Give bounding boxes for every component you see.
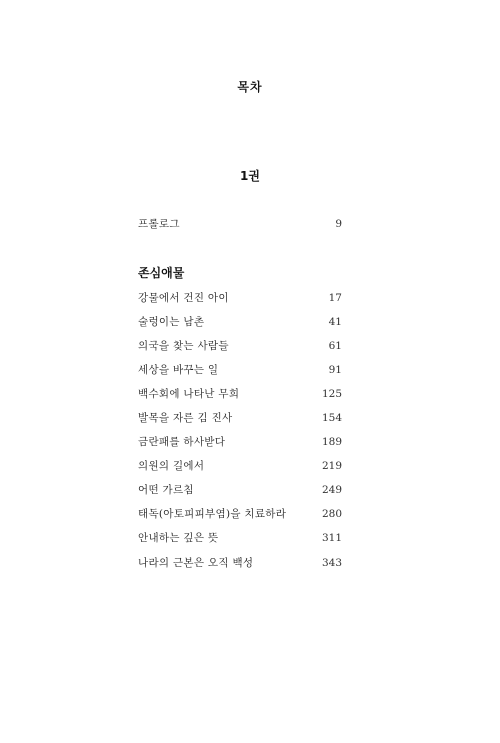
toc-entry-page: 91 (328, 364, 342, 376)
section-heading: 존심애물 (138, 266, 185, 280)
toc-entry[interactable] (138, 386, 342, 402)
toc-entry-title: 태독(아토피피부염)을 치료하라 (138, 508, 287, 520)
toc-entry[interactable] (138, 338, 342, 354)
toc-entry-title: 나라의 근본은 오직 백성 (138, 557, 254, 569)
toc-entry-title: 안내하는 깊은 뜻 (138, 532, 219, 544)
toc-entry-title: 백수회에 나타난 무희 (138, 388, 240, 400)
toc-entry[interactable] (138, 530, 342, 546)
toc-entry-page: 154 (321, 412, 342, 424)
toc-entry-page: 311 (321, 532, 342, 544)
toc-entry-page: 125 (321, 388, 342, 400)
toc-entry-title: 의원의 길에서 (138, 460, 205, 472)
toc-entry-prologue[interactable] (138, 216, 342, 232)
toc-entry-title: 발목을 자른 김 진사 (138, 412, 233, 424)
toc-title: 목차 (237, 80, 263, 94)
toc-entry-title: 세상을 바꾸는 일 (138, 364, 219, 376)
toc-entry-page: 189 (321, 436, 342, 448)
toc-entry-title: 어떤 가르침 (138, 484, 194, 496)
toc-entry-title: 술렁이는 남촌 (138, 316, 205, 328)
toc-entry-page: 343 (321, 557, 342, 569)
toc-entry[interactable] (138, 410, 342, 426)
toc-entry[interactable] (138, 458, 342, 474)
toc-entry[interactable] (138, 506, 342, 522)
volume-title: 1권 (240, 169, 260, 183)
toc-entry-title: 금란패를 하사받다 (138, 436, 226, 448)
toc-entry-page: 17 (328, 292, 342, 304)
toc-entry-page: 61 (328, 340, 342, 352)
toc-entry[interactable] (138, 555, 342, 571)
toc-entry-page: 280 (321, 508, 342, 520)
toc-entry-title: 프롤로그 (138, 218, 180, 230)
toc-entry-page: 9 (335, 218, 342, 230)
toc-entry[interactable] (138, 362, 342, 378)
toc-entry-title: 강물에서 건진 아이 (138, 292, 229, 304)
toc-entry[interactable] (138, 290, 342, 306)
toc-entry-page: 219 (321, 460, 342, 472)
toc-entry-title: 의국을 찾는 사람들 (138, 340, 229, 352)
toc-entry-page: 249 (321, 484, 342, 496)
toc-entry[interactable] (138, 314, 342, 330)
toc-entry[interactable] (138, 482, 342, 498)
toc-entry-page: 41 (328, 316, 342, 328)
toc-entry[interactable] (138, 434, 342, 450)
